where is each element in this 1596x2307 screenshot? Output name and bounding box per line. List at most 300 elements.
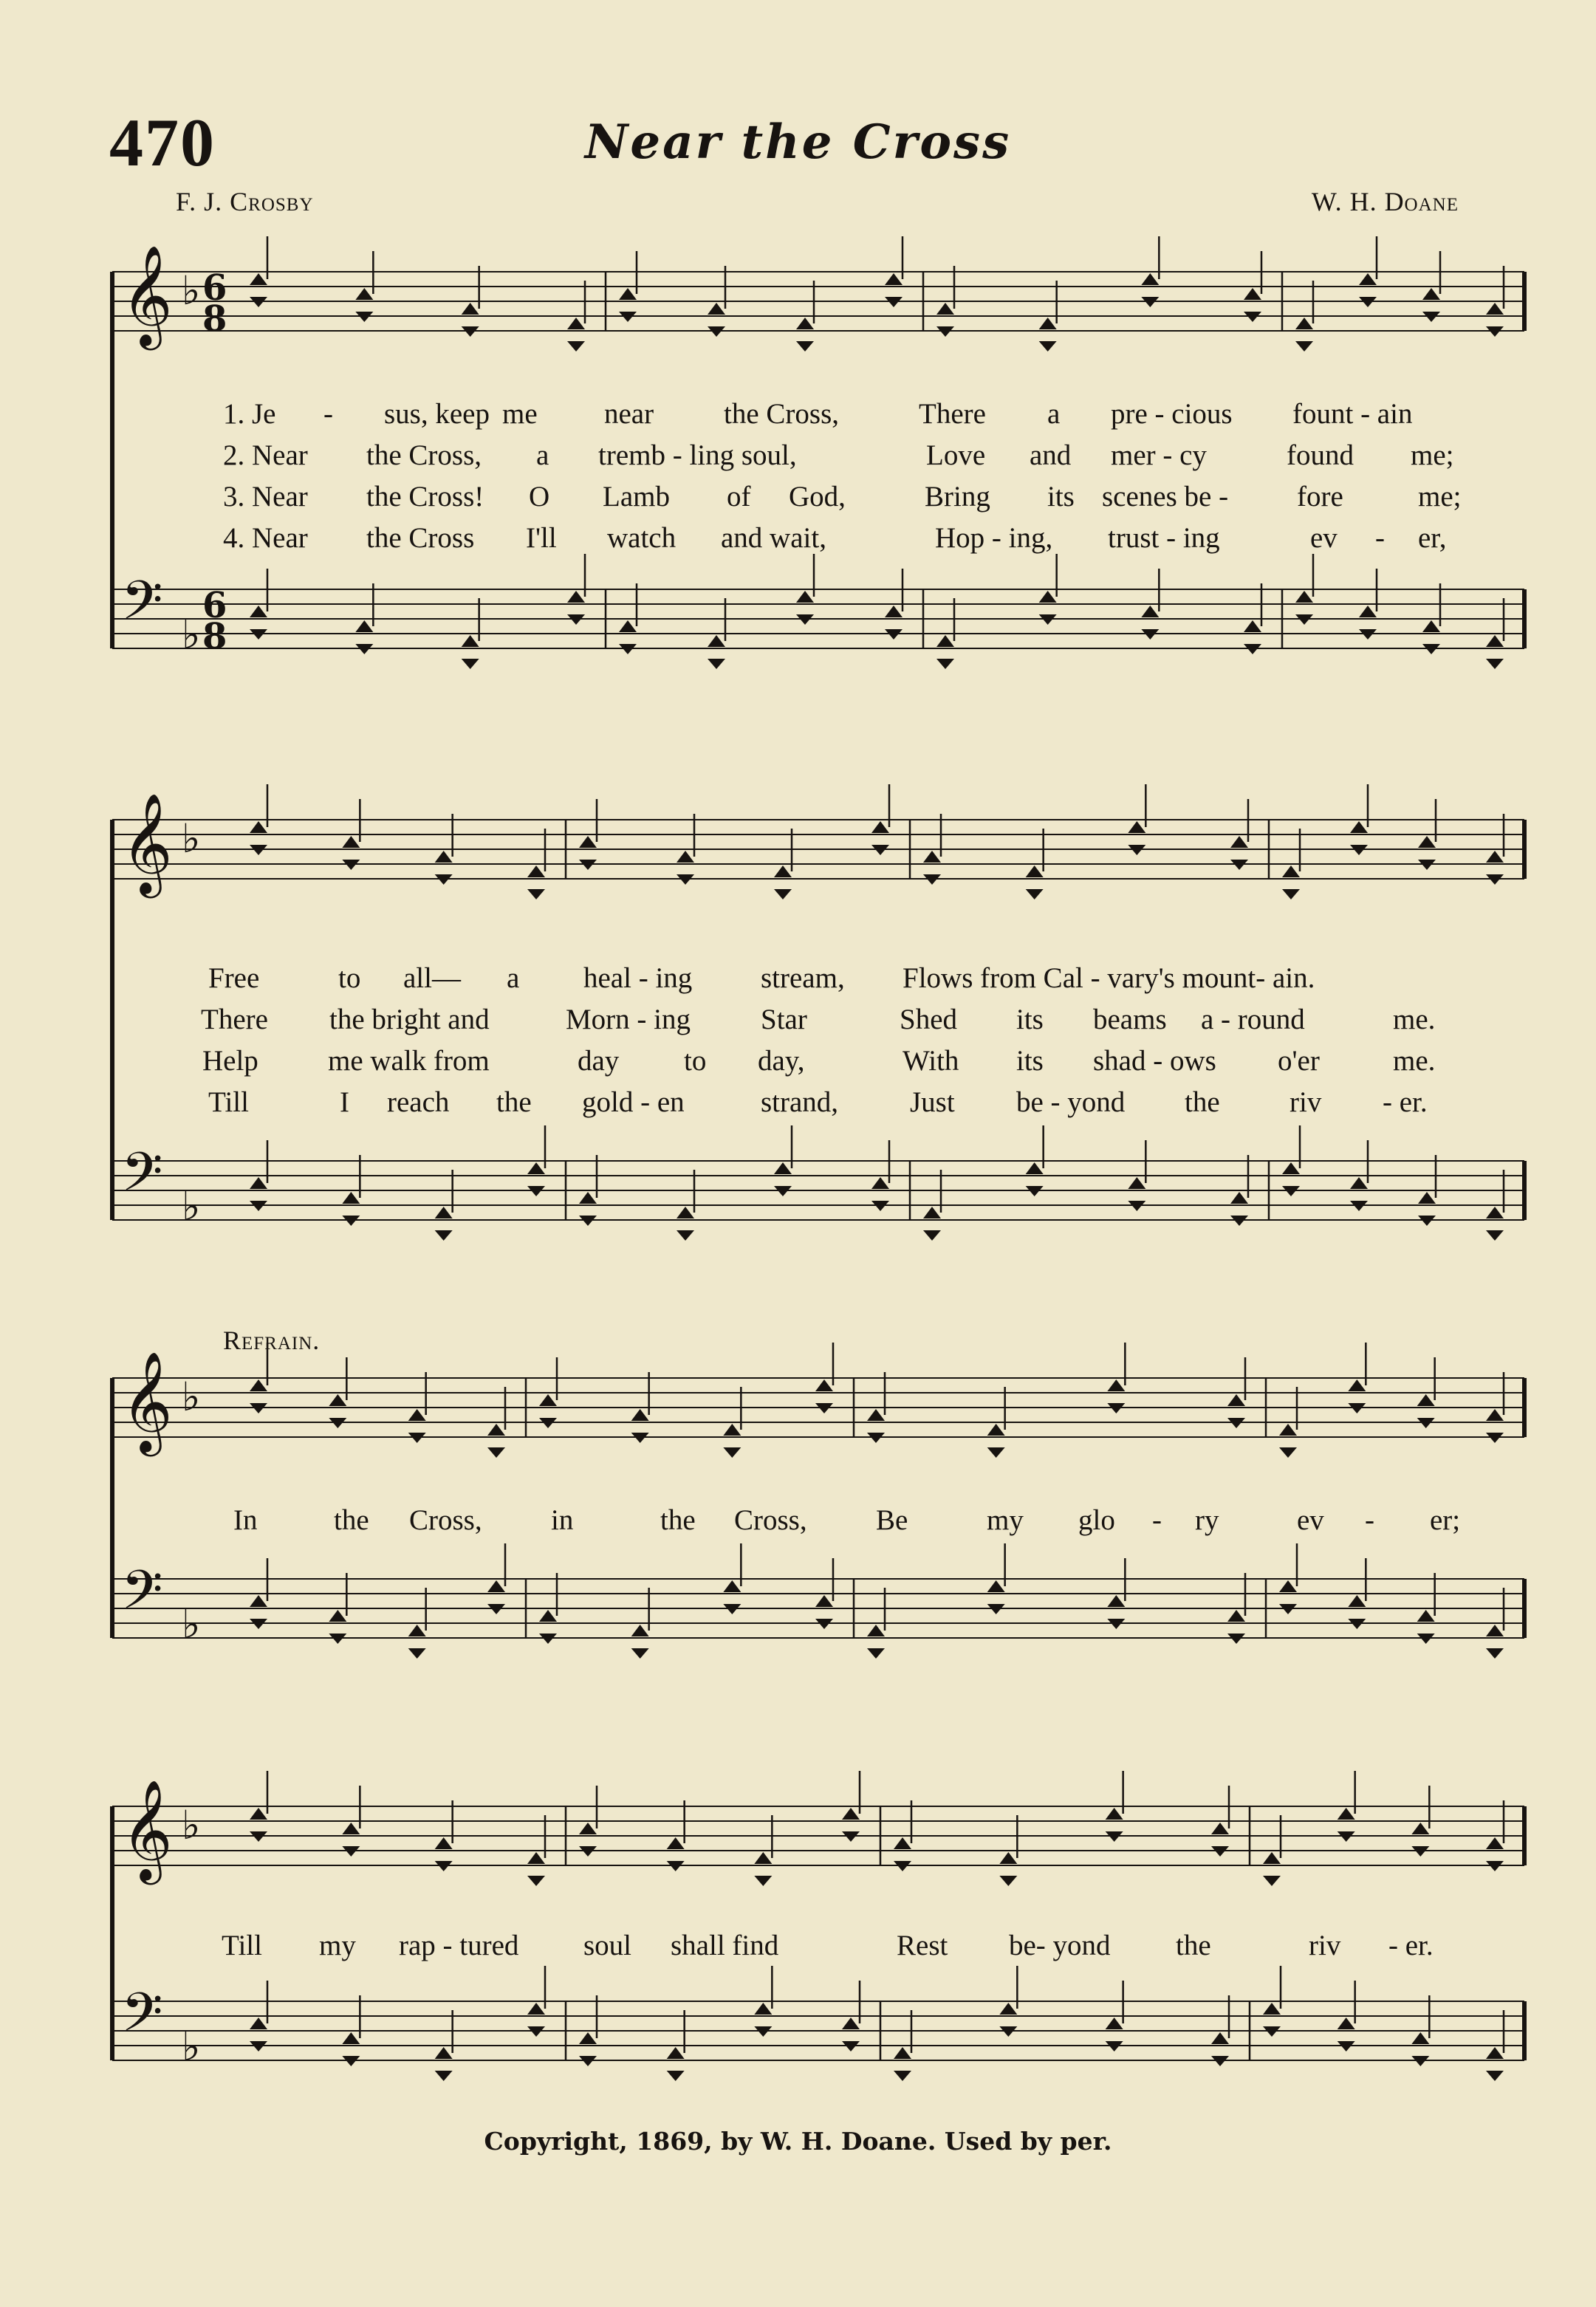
- note-head: [579, 836, 597, 848]
- note-head: [527, 1162, 545, 1174]
- note-head: [815, 1595, 833, 1607]
- note-head: [1338, 1808, 1355, 1820]
- note-head: [1486, 1207, 1504, 1218]
- note-head: [1348, 1379, 1366, 1391]
- note-head: [723, 1424, 741, 1436]
- lyric-syllable: ev: [1310, 522, 1338, 554]
- lyric-syllable: er,: [1418, 522, 1447, 554]
- verse-line-1: [111, 397, 1529, 437]
- lyric-syllable: sus, keep: [384, 398, 490, 430]
- treble-clef-icon: 𝄞: [121, 1350, 173, 1452]
- lyric-syllable: Rest: [897, 1930, 948, 1961]
- music-system-4: [111, 1778, 1529, 2112]
- note-head: [631, 1648, 649, 1659]
- bass-clef-icon: 𝄢: [121, 1981, 163, 2057]
- lyric-syllable: o'er: [1278, 1045, 1320, 1077]
- lyric-syllable: watch: [607, 522, 677, 554]
- note-head: [250, 1595, 267, 1607]
- note-head: [1263, 2003, 1281, 2015]
- lyric-syllable: Lamb: [603, 481, 670, 513]
- note-head: [1026, 889, 1044, 899]
- lyric-syllable: me walk from: [328, 1045, 490, 1077]
- note-head: [1295, 591, 1313, 603]
- treble-clef-icon: 𝄞: [121, 792, 173, 894]
- music-system-1: [111, 244, 1529, 709]
- lyric-syllable: shall find: [671, 1930, 779, 1961]
- note-head: [435, 1837, 453, 1849]
- notation-group: [112, 1343, 1524, 1659]
- note-head: [1141, 606, 1159, 617]
- note-head: [435, 1230, 453, 1241]
- note-head: [408, 1648, 426, 1659]
- lyric-syllable: me;: [1411, 439, 1454, 471]
- note-head: [1338, 2018, 1355, 2029]
- note-head: [667, 2047, 685, 2059]
- note-head: [894, 2071, 911, 2081]
- flat-sign-icon: ♭: [182, 815, 201, 862]
- note-head: [1026, 1162, 1044, 1174]
- note-head: [1411, 1823, 1429, 1834]
- note-head: [677, 1207, 694, 1218]
- note-head: [1230, 1192, 1248, 1204]
- note-head: [250, 273, 267, 285]
- note-head: [329, 1394, 346, 1406]
- note-head: [1263, 1852, 1281, 1864]
- note-head: [867, 1409, 885, 1421]
- lyric-syllable: the: [1176, 1930, 1211, 1961]
- note-head: [1411, 2032, 1429, 2044]
- note-head: [329, 1610, 346, 1622]
- lyric-syllable: reach: [387, 1086, 450, 1118]
- refrain-label: Refrain.: [223, 1326, 321, 1355]
- lyric-syllable: scenes be -: [1102, 481, 1229, 513]
- note-head: [1211, 2032, 1229, 2044]
- note-head: [677, 851, 694, 863]
- flat-sign-icon: ♭: [182, 1374, 201, 1420]
- note-head: [619, 288, 637, 300]
- lyric-syllable: me: [502, 398, 538, 430]
- note-head: [250, 821, 267, 833]
- note-head: [527, 1852, 545, 1864]
- lyric-syllable: God,: [789, 481, 846, 513]
- note-head: [1486, 659, 1504, 669]
- lyric-syllable: the: [1185, 1086, 1220, 1118]
- verse-line-2: [111, 1003, 1529, 1043]
- verse-line-4: [111, 1086, 1529, 1125]
- lyric-syllable: 4. Near: [223, 522, 308, 554]
- lyric-syllable: Hop - ing,: [935, 522, 1053, 554]
- lyric-syllable: O: [529, 481, 550, 513]
- note-head: [1128, 821, 1145, 833]
- note-head: [885, 606, 903, 617]
- note-head: [250, 606, 267, 617]
- note-head: [754, 2003, 772, 2015]
- lyric-syllable: -: [1152, 1504, 1162, 1536]
- lyric-syllable: tremb - ling soul,: [598, 439, 797, 471]
- note-head: [1279, 1580, 1297, 1592]
- lyric-syllable: Cross,: [409, 1504, 482, 1536]
- note-head: [1422, 288, 1440, 300]
- lyric-syllable: - er.: [1388, 1930, 1434, 1961]
- lyric-syllable: a - round: [1201, 1004, 1305, 1035]
- note-head: [708, 635, 725, 647]
- note-head: [1230, 836, 1248, 848]
- note-head: [723, 1580, 741, 1592]
- note-head: [999, 1876, 1017, 1886]
- note-head: [462, 635, 479, 647]
- lyric-syllable: Star: [761, 1004, 807, 1035]
- lyric-syllable: my: [319, 1930, 356, 1961]
- lyric-syllable: Till: [208, 1086, 249, 1118]
- note-head: [250, 1808, 267, 1820]
- flat-sign-icon: ♭: [182, 2023, 201, 2070]
- lyric-syllable: stream,: [761, 962, 845, 994]
- lyric-syllable: the Cross!: [366, 481, 484, 513]
- note-head: [527, 2003, 545, 2015]
- lyric-syllable: all—: [403, 962, 461, 994]
- note-head: [1348, 1595, 1366, 1607]
- lyric-syllable: the Cross,: [724, 398, 839, 430]
- verse-line-2: [111, 439, 1529, 479]
- lyric-syllable: me;: [1418, 481, 1462, 513]
- note-head: [923, 1230, 941, 1241]
- lyric-syllable: Just: [910, 1086, 955, 1118]
- lyric-syllable: mer - cy: [1111, 439, 1207, 471]
- note-head: [987, 1580, 1005, 1592]
- note-head: [1359, 606, 1377, 617]
- lyric-syllable: heal - ing: [583, 962, 693, 994]
- note-head: [435, 1207, 453, 1218]
- note-head: [774, 889, 792, 899]
- note-head: [579, 1192, 597, 1204]
- lyric-syllable: and wait,: [721, 522, 826, 554]
- note-head: [1211, 1823, 1229, 1834]
- note-head: [1107, 1379, 1125, 1391]
- note-head: [1141, 273, 1159, 285]
- note-head: [936, 635, 954, 647]
- lyric-syllable: me.: [1393, 1045, 1436, 1077]
- note-head: [867, 1648, 885, 1659]
- note-head: [487, 1447, 505, 1458]
- note-head: [894, 1837, 911, 1849]
- lyric-syllable: near: [604, 398, 654, 430]
- note-head: [462, 659, 479, 669]
- hymn-number: 470: [109, 105, 216, 180]
- note-head: [708, 303, 725, 315]
- lyric-syllable: soul: [583, 1930, 632, 1961]
- lyric-syllable: 1. Je: [223, 398, 276, 430]
- note-head: [355, 620, 373, 632]
- note-head: [527, 1876, 545, 1886]
- lyric-syllable: of: [727, 481, 751, 513]
- lyric-syllable: Bring: [925, 481, 990, 513]
- note-head: [527, 865, 545, 877]
- lyric-syllable: in: [551, 1504, 574, 1536]
- note-head: [1263, 1876, 1281, 1886]
- note-head: [1486, 303, 1504, 315]
- note-head: [923, 851, 941, 863]
- note-head: [987, 1424, 1005, 1436]
- flat-sign-icon: ♭: [182, 1601, 201, 1648]
- note-head: [1244, 620, 1261, 632]
- lyric-syllable: day,: [758, 1045, 805, 1077]
- note-head: [1486, 851, 1504, 863]
- author-credit: F. J. Crosby: [176, 187, 314, 216]
- note-head: [1418, 1192, 1436, 1204]
- note-head: [1350, 821, 1368, 833]
- note-head: [408, 1625, 426, 1636]
- note-head: [708, 659, 725, 669]
- lyric-syllable: the: [496, 1086, 532, 1118]
- note-head: [1418, 836, 1436, 848]
- lyric-syllable: -: [323, 398, 333, 430]
- lyric-syllable: the Cross: [366, 522, 475, 554]
- note-head: [1107, 1595, 1125, 1607]
- lyric-syllable: rap - tured: [399, 1930, 519, 1961]
- lyric-syllable: glo: [1078, 1504, 1115, 1536]
- flat-sign-icon: ♭: [182, 267, 201, 314]
- note-head: [1486, 1230, 1504, 1241]
- note-head: [342, 1823, 360, 1834]
- lyric-syllable: be- yond: [1009, 1930, 1111, 1961]
- lyric-syllable: Free: [208, 962, 260, 994]
- verse-line-4: [111, 521, 1529, 561]
- note-head: [567, 591, 585, 603]
- note-head: [1026, 865, 1044, 877]
- lyric-syllable: fount - ain: [1292, 398, 1413, 430]
- note-head: [1486, 1625, 1504, 1636]
- flat-sign-icon: ♭: [182, 1183, 201, 1230]
- time-signature-top: 6: [202, 585, 227, 626]
- note-head: [462, 303, 479, 315]
- note-head: [539, 1610, 557, 1622]
- note-head: [1486, 635, 1504, 647]
- note-head: [342, 836, 360, 848]
- lyric-syllable: Till: [222, 1930, 262, 1961]
- note-head: [1295, 341, 1313, 352]
- note-head: [1039, 318, 1057, 329]
- note-head: [774, 1162, 792, 1174]
- verse-line-1: [111, 1504, 1529, 1543]
- note-head: [1227, 1610, 1245, 1622]
- lyric-syllable: With: [903, 1045, 959, 1077]
- lyric-syllable: fore: [1297, 481, 1343, 513]
- note-head: [631, 1409, 649, 1421]
- lyric-syllable: Morn - ing: [566, 1004, 691, 1035]
- note-head: [1039, 591, 1057, 603]
- note-head: [487, 1580, 505, 1592]
- lyric-syllable: its: [1016, 1045, 1044, 1077]
- hymn-title: Near the Cross: [584, 114, 1012, 170]
- note-head: [1279, 1447, 1297, 1458]
- music-system-2: [111, 792, 1529, 1257]
- lyric-syllable: riv: [1290, 1086, 1322, 1118]
- note-head: [619, 620, 637, 632]
- note-head: [408, 1409, 426, 1421]
- note-head: [667, 2071, 685, 2081]
- lyric-syllable: -: [1365, 1504, 1374, 1536]
- lyric-syllable: the: [334, 1504, 369, 1536]
- note-head: [885, 273, 903, 285]
- lyric-syllable: 3. Near: [223, 481, 308, 513]
- lyric-syllable: Flows from Cal - vary's mount- ain.: [903, 962, 1315, 994]
- note-head: [936, 659, 954, 669]
- note-head: [1128, 1177, 1145, 1189]
- lyric-syllable: be - yond: [1016, 1086, 1126, 1118]
- lyric-syllable: day: [578, 1045, 620, 1077]
- lyric-syllable: and: [1030, 439, 1072, 471]
- lyric-syllable: to: [338, 962, 361, 994]
- note-head: [999, 2003, 1017, 2015]
- lyric-syllable: gold - en: [582, 1086, 685, 1118]
- note-head: [871, 821, 889, 833]
- note-head: [355, 288, 373, 300]
- lyric-syllable: I: [340, 1086, 349, 1118]
- lyric-syllable: Be: [876, 1504, 908, 1536]
- lyric-syllable: a: [536, 439, 549, 471]
- note-head: [796, 341, 814, 352]
- time-signature-bottom: 8: [202, 298, 227, 340]
- note-head: [567, 341, 585, 352]
- note-head: [1422, 620, 1440, 632]
- note-head: [842, 1808, 860, 1820]
- lyric-syllable: riv: [1309, 1930, 1341, 1961]
- lyric-syllable: its: [1016, 1004, 1044, 1035]
- note-head: [1106, 2018, 1123, 2029]
- verse-line-1: [111, 1929, 1529, 1969]
- copyright-notice: Copyright, 1869, by W. H. Doane. Used by per.: [484, 2127, 1112, 2156]
- lyric-syllable: my: [987, 1504, 1024, 1536]
- note-head: [987, 1447, 1005, 1458]
- treble-clef-icon: 𝄞: [121, 244, 173, 346]
- lyric-syllable: shad - ows: [1093, 1045, 1216, 1077]
- bass-clef-icon: 𝄢: [121, 1140, 163, 1216]
- note-head: [923, 1207, 941, 1218]
- note-head: [754, 1876, 772, 1886]
- note-head: [1282, 889, 1300, 899]
- lyric-syllable: Cross,: [734, 1504, 807, 1536]
- lyric-syllable: to: [684, 1045, 707, 1077]
- lyric-syllable: beams: [1093, 1004, 1167, 1035]
- note-head: [815, 1379, 833, 1391]
- note-head: [936, 303, 954, 315]
- note-head: [1417, 1610, 1435, 1622]
- verse-line-3: [111, 1044, 1529, 1084]
- lyric-syllable: pre - cious: [1111, 398, 1233, 430]
- note-head: [796, 591, 814, 603]
- note-head: [1486, 2071, 1504, 2081]
- note-head: [435, 2071, 453, 2081]
- lyric-syllable: In: [233, 1504, 258, 1536]
- note-head: [342, 2032, 360, 2044]
- lyric-syllable: There: [201, 1004, 268, 1035]
- note-head: [1295, 318, 1313, 329]
- note-head: [1417, 1394, 1435, 1406]
- note-head: [487, 1424, 505, 1436]
- note-head: [999, 1852, 1017, 1864]
- lyric-syllable: er;: [1430, 1504, 1461, 1536]
- treble-clef-icon: 𝄞: [121, 1778, 173, 1880]
- flat-sign-icon: ♭: [182, 1802, 201, 1848]
- verse-line-1: [111, 961, 1529, 1001]
- composer-credit: W. H. Doane: [1311, 187, 1459, 216]
- note-head: [894, 2047, 911, 2059]
- time-signature-bottom: 8: [202, 616, 227, 657]
- lyric-syllable: There: [919, 398, 986, 430]
- note-head: [1359, 273, 1377, 285]
- note-head: [539, 1394, 557, 1406]
- lyric-syllable: the bright and: [329, 1004, 490, 1035]
- note-head: [527, 889, 545, 899]
- lyric-syllable: Shed: [900, 1004, 957, 1035]
- flat-sign-icon: ♭: [182, 611, 201, 658]
- lyric-syllable: me.: [1393, 1004, 1436, 1035]
- verse-line-3: [111, 480, 1529, 520]
- note-head: [1350, 1177, 1368, 1189]
- note-head: [435, 2047, 453, 2059]
- note-head: [842, 2018, 860, 2029]
- note-head: [435, 851, 453, 863]
- lyric-syllable: its: [1047, 481, 1075, 513]
- lyric-syllable: the: [660, 1504, 696, 1536]
- note-head: [1486, 2047, 1504, 2059]
- lyric-syllable: found: [1287, 439, 1354, 471]
- note-head: [342, 1192, 360, 1204]
- note-head: [1106, 1808, 1123, 1820]
- note-head: [1039, 341, 1057, 352]
- note-head: [250, 1379, 267, 1391]
- note-head: [754, 1852, 772, 1864]
- lyric-syllable: the Cross,: [366, 439, 482, 471]
- note-head: [1279, 1424, 1297, 1436]
- lyric-syllable: a: [1047, 398, 1061, 430]
- note-head: [1486, 1409, 1504, 1421]
- note-head: [579, 2032, 597, 2044]
- note-head: [1227, 1394, 1245, 1406]
- note-head: [579, 1823, 597, 1834]
- lyric-syllable: Love: [926, 439, 986, 471]
- note-head: [567, 318, 585, 329]
- bass-clef-icon: 𝄢: [121, 569, 163, 645]
- lyric-syllable: Help: [202, 1045, 258, 1077]
- note-head: [631, 1625, 649, 1636]
- note-head: [796, 318, 814, 329]
- lyric-syllable: a: [507, 962, 520, 994]
- note-head: [250, 1177, 267, 1189]
- bass-clef-icon: 𝄢: [121, 1558, 163, 1634]
- note-head: [774, 865, 792, 877]
- note-head: [667, 1837, 685, 1849]
- time-signature-top: 6: [202, 267, 227, 309]
- lyric-syllable: I'll: [526, 522, 557, 554]
- lyric-syllable: ev: [1297, 1504, 1324, 1536]
- note-head: [250, 2018, 267, 2029]
- lyric-syllable: - er.: [1383, 1086, 1428, 1118]
- note-head: [1282, 1162, 1300, 1174]
- note-head: [1486, 1648, 1504, 1659]
- note-head: [677, 1230, 694, 1241]
- lyric-syllable: 2. Near: [223, 439, 308, 471]
- note-head: [867, 1625, 885, 1636]
- note-head: [1244, 288, 1261, 300]
- note-head: [1282, 865, 1300, 877]
- note-head: [1486, 1837, 1504, 1849]
- note-head: [723, 1447, 741, 1458]
- notation-group: [112, 1771, 1524, 2081]
- lyric-syllable: trust - ing: [1108, 522, 1220, 554]
- note-head: [871, 1177, 889, 1189]
- lyric-syllable: -: [1375, 522, 1385, 554]
